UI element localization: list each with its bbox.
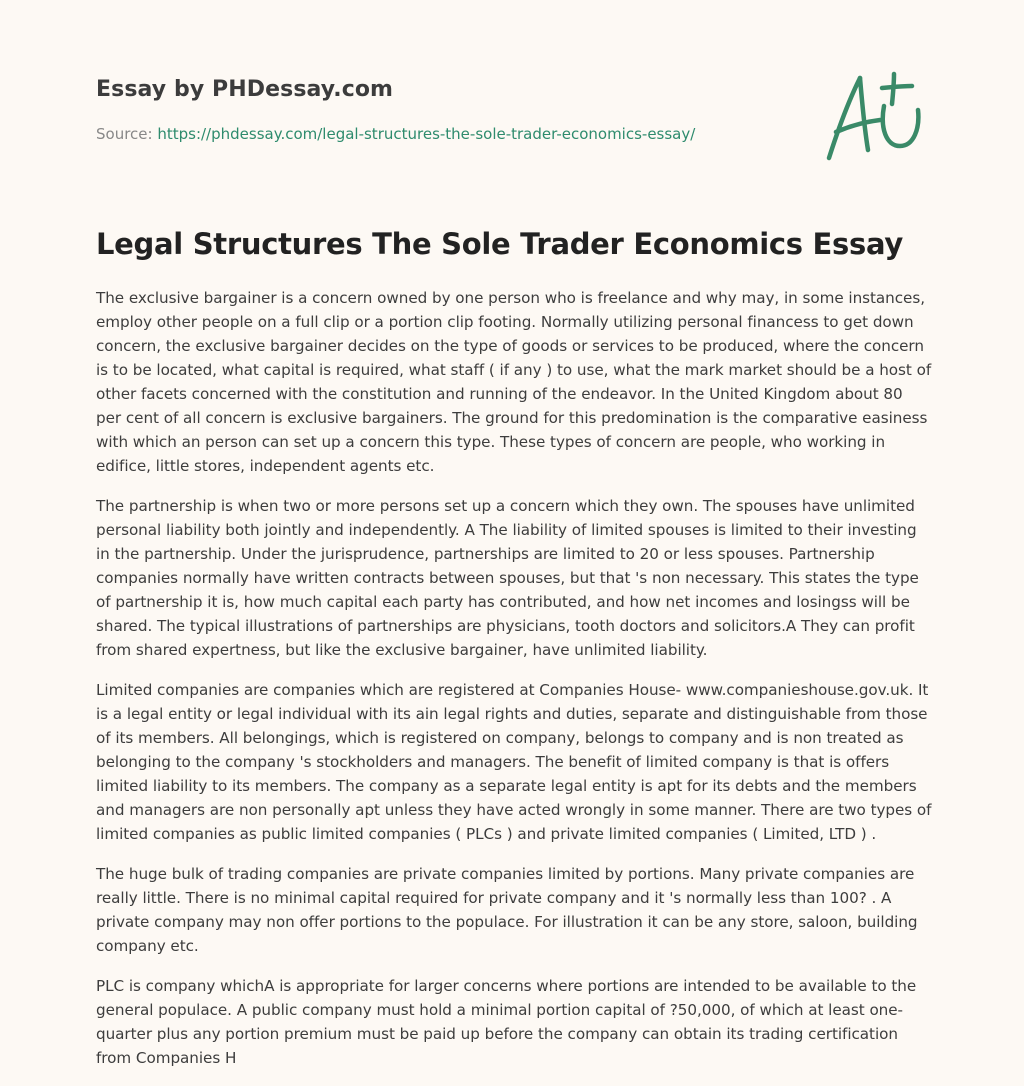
essay-body [96, 286, 932, 1086]
essay-paragraph: PLC is company whichA is appropriate for larger concerns where portions are intended to be available to the general populace. A public company must hold a minimal portion capital of ?50,000, of which at least one-quarter plus any portion premium must be paid up before the company can obtain its trading certification from Companies H [96, 977, 917, 1067]
essay-paragraph: The exclusive bargainer is a concern owned by one person who is freelance and why may, in some instances, employ other people on a full clip or a portion clip footing. Normally utilizing personal financess to get down concern, the exclusive bargainer decides on the type of goods or services to be produced, where the concern is to be located, what capital is required, what staff ( if any ) to use, what the mark market should be a host of other facets concerned with the constitution and running of the endeavor. In the United Kingdom about 80 per cent of all concern is exclusive bargainers. The ground for this predomination is the comparative easiness with which an person can set up a concern this type. These types of concern are people, who working in edifice, little stores, independent agents etc. [96, 289, 932, 475]
essay-paragraph: Limited companies are companies which are registered at Companies House- www.companieshouse.gov.uk. It is a legal entity or legal individual with its ain legal rights and duties, separate and distinguishable from those of its members. All belongings, which is registered on company, belongs to company and is non treated as belonging to the company 's stockholders and managers. The benefit of limited company is that is offers limited liability to its members. The company as a separate legal entity is apt for its debts and the members and managers are non personally apt unless they have acted wrongly in some manner. There are two types of limited companies as public limited companies ( PLCs ) and private limited companies ( Limited, LTD ) . [96, 681, 932, 843]
source-link[interactable]: https://phdessay.com/legal-structures-the-sole-trader-economics-essay/ [157, 125, 696, 143]
site-title: Essay by PHDessay.com [96, 77, 394, 102]
essay-paragraph: The partnership is when two or more persons set up a concern which they own. The spouses have unlimited personal liability both jointly and independently. A The liability of limited spouses is limited to their investing in the partnership. Under the jurisprudence, partnerships are limited to 20 or less spouses. Partnership companies normally have written contracts between spouses, but that 's non necessary. This states the type of partnership it is, how much capital each party has contributed, and how net incomes and losingss will be shared. The typical illustrations of partnerships are physicians, tooth doctors and solicitors.A They can profit from shared expertness, but like the exclusive bargainer, have unlimited liability. [96, 497, 919, 659]
essay-title: Legal Structures The Sole Trader Economics Essay [96, 227, 903, 261]
essay-paragraph: The huge bulk of trading companies are private companies limited by portions. Many private companies are really little. There is no minimal capital required for private company and it 's normally less than 100? . A private company may non offer portions to the populace. For illustration it can be any store, saloon, building company etc. [96, 865, 918, 955]
source-line [96, 124, 796, 144]
page-header [96, 76, 796, 144]
source-label: Source: [96, 125, 158, 143]
a-plus-logo-icon [822, 66, 932, 166]
